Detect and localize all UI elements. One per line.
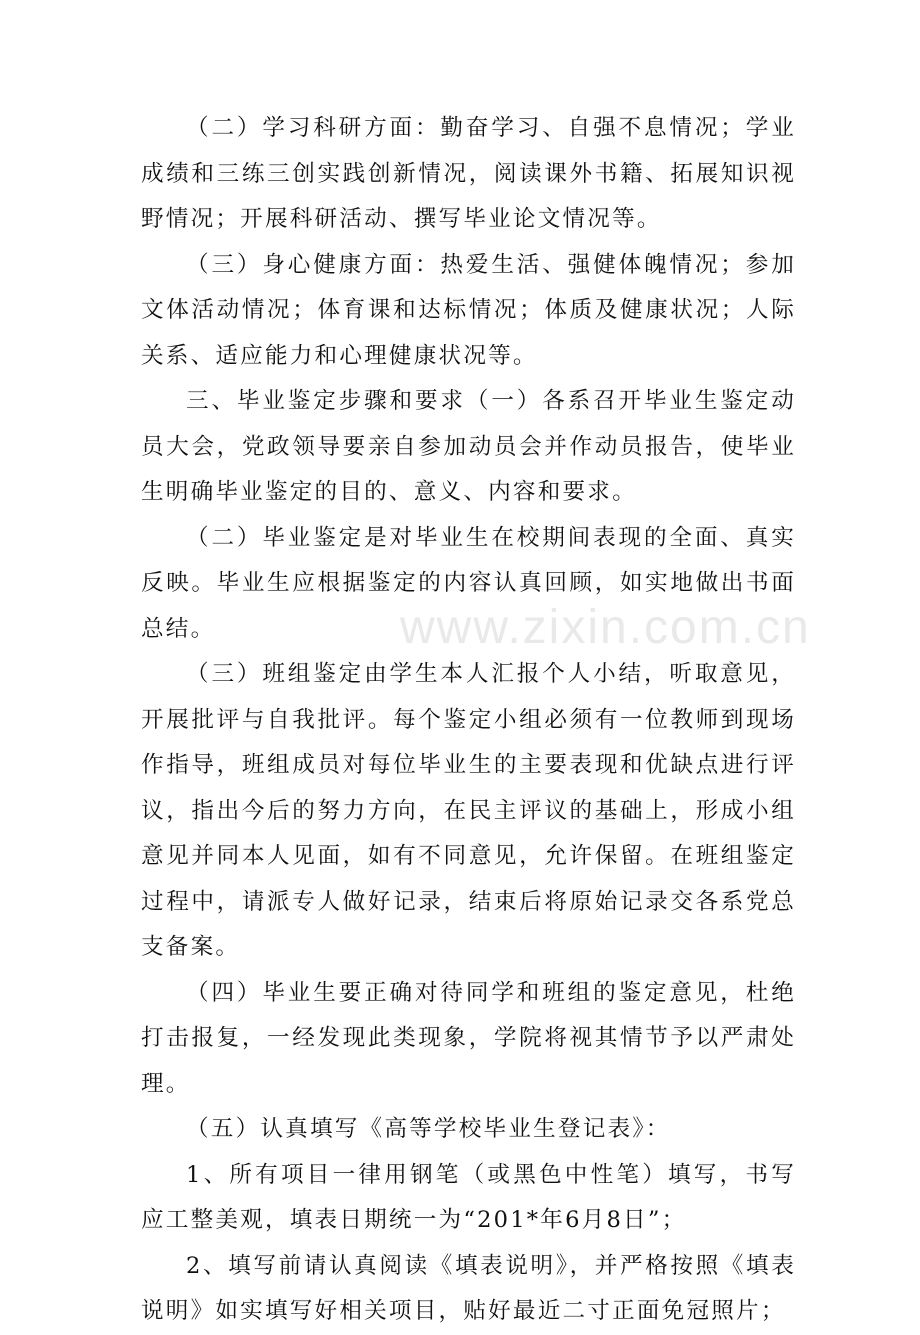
paragraph-physical-mental-health: （三）身心健康方面：热爱生活、强健体魄情况；参加文体活动情况；体育课和达标情况；体质及健康状况；人际关系、适应能力和心理健康状况等。: [141, 251, 796, 369]
paragraph-item-2: 2、填写前请认真阅读《填表说明》，并严格按照《填表说明》如实填写好相关项目，贴好最近二寸正面免冠照片；: [141, 1252, 796, 1324]
paragraph-item-1: 1、所有项目一律用钢笔（或黑色中性笔）填写，书写应工整美观，填表日期统一为“201*年6月8日”；: [141, 1161, 796, 1233]
watermark: www.zixin.com.cn: [400, 601, 811, 654]
paragraph-group-appraisal: （三）班组鉴定由学生本人汇报个人小结，听取意见，开展批评与自我批评。每个鉴定小组必须有一位教师到现场作指导，班组成员对每位毕业生的主要表现和优缺点进行评议，指出今后的努力方向，在民主评议的基础上，形成小组意见并同本人见面，如有不同意见，允许保留。在班组鉴定过程中，请派专人做好记录，结束后将原始记录交各系党总支备案。: [141, 661, 796, 960]
paragraph-treat-opinions: （四）毕业生要正确对待同学和班组的鉴定意见，杜绝打击报复，一经发现此类现象，学院将视其情节予以严肃处理。: [141, 979, 796, 1097]
paragraph-appraisal-reflection: （二）毕业鉴定是对毕业生在校期间表现的全面、真实反映。毕业生应根据鉴定的内容认真回顾，如实地做出书面总结。: [141, 524, 796, 642]
paragraph-study-research: （二）学习科研方面：勤奋学习、自强不息情况；学业成绩和三练三创实践创新情况，阅读课外书籍、拓展知识视野情况；开展科研活动、撰写毕业论文情况等。: [141, 115, 796, 232]
paragraph-appraisal-steps: 三、毕业鉴定步骤和要求（一）各系召开毕业生鉴定动员大会，党政领导要亲自参加动员会并作动员报告，使毕业生明确毕业鉴定的目的、意义、内容和要求。: [141, 388, 796, 505]
paragraph-fill-registration-form: （五）认真填写《高等学校毕业生登记表》：: [186, 1116, 671, 1142]
document-body: [141, 106, 796, 1335]
